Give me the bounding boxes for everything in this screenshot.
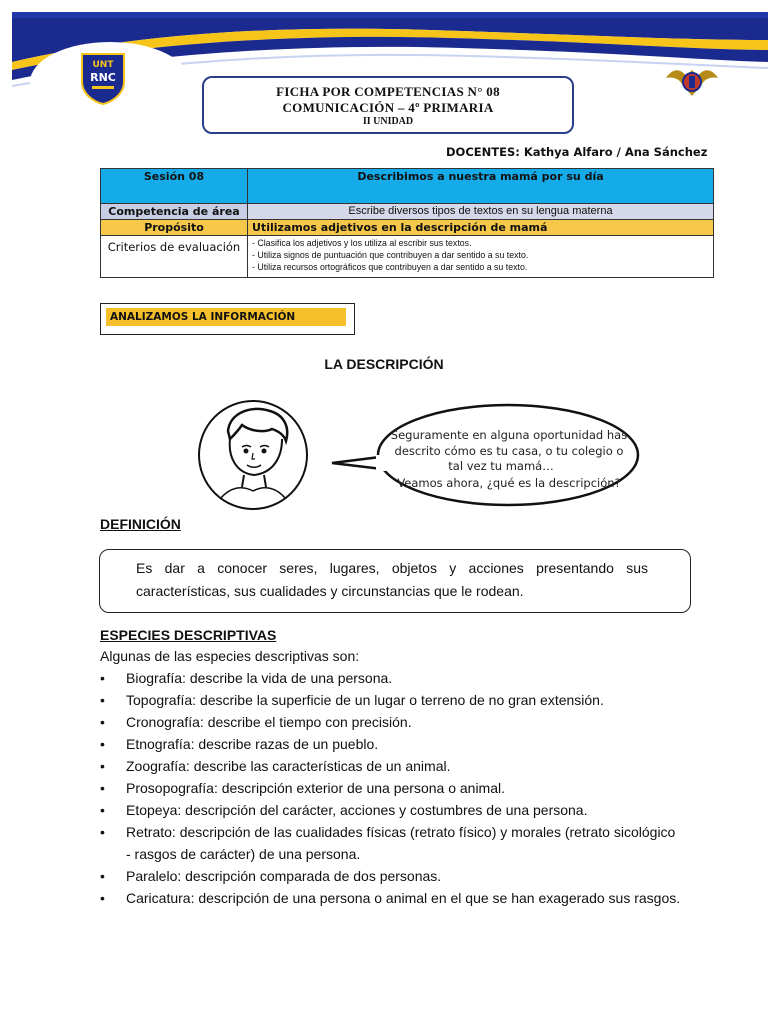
species-item-text: Retrato: descripción de las cualidades físicas (retrato físico) y morales (retrato sicológico [126, 824, 676, 840]
list-item [100, 689, 720, 711]
list-item: - Utiliza recursos ortográficos que contribuyen a dar sentido a su texto. [252, 262, 528, 272]
bubble-line: Seguramente en alguna oportunidad has [390, 428, 628, 442]
session-title: Describimos a nuestra mamá por su día [248, 169, 714, 204]
bubble-line: tal vez tu mamá… [448, 459, 554, 473]
species-item-text: Topografía: describe la superficie de un lugar o terreno de no gran extensión. [126, 692, 604, 708]
table-row [101, 220, 714, 236]
list-item [100, 711, 720, 733]
child-speech-illustration [190, 395, 690, 515]
species-item-text: Cronografía: describe el tiempo con precisión. [126, 714, 412, 730]
svg-text:UNT: UNT [92, 60, 114, 70]
purpose-label: Propósito [101, 220, 248, 236]
species-item-text: Biografía: describe la vida de una persona. [126, 670, 393, 686]
species-intro: Algunas de las especies descriptivas son: [100, 648, 360, 664]
species-item-text: Etopeya: descripción del carácter, acciones y costumbres de una persona. [126, 802, 588, 818]
teachers-label: DOCENTES: Kathya Alfaro / Ana Sánchez [446, 145, 708, 159]
species-item-text: Zoografía: describe las características de un animal. [126, 758, 451, 774]
list-item [100, 755, 720, 777]
species-item-text: Prosopografía: descripción exterior de una persona o animal. [126, 780, 505, 796]
speech-bubble [332, 405, 638, 505]
bullet-icon: • [100, 802, 105, 818]
species-item-text: Caricatura: descripción de una persona o animal en el que se han exagerado sus rasgos. [126, 890, 681, 906]
list-item: - Clasifica los adjetivos y los utiliza al escribir sus textos. [252, 238, 472, 248]
definition-title: DEFINICIÓN [100, 516, 181, 532]
list-item [100, 887, 720, 909]
list-item: - Utiliza signos de puntuación que contribuyen a dar sentido a su texto. [252, 250, 529, 260]
competence-value: Escribe diversos tipos de textos en su lengua materna [248, 204, 714, 220]
criteria-list [252, 237, 709, 273]
bubble-line: Veamos ahora, ¿qué es la descripción? [397, 476, 621, 490]
species-list [100, 667, 720, 909]
bullet-icon: • [100, 714, 105, 730]
worksheet-title: FICHA POR COMPETENCIAS N° 08 [276, 84, 500, 99]
bullet-icon: • [100, 670, 105, 686]
analyze-label: ANALIZAMOS LA INFORMACIÓN [106, 308, 346, 326]
list-item [100, 667, 720, 689]
bullet-icon: • [100, 758, 105, 774]
university-seal-logo [664, 60, 720, 100]
bullet-icon: • [100, 824, 105, 840]
bullet-icon: • [100, 692, 105, 708]
child-face-icon [199, 401, 307, 509]
bullet-icon: • [100, 890, 105, 906]
purpose-value: Utilizamos adjetivos en la descripción de mamá [248, 220, 714, 236]
bullet-icon: • [100, 780, 105, 796]
bullet-icon: • [100, 868, 105, 884]
bubble-line: descrito cómo es tu casa, o tu colegio o [394, 444, 624, 458]
list-item [100, 799, 720, 821]
unt-rnc-logo [78, 50, 128, 106]
species-item-text: - rasgos de carácter) de una persona. [126, 846, 361, 862]
table-row [101, 236, 714, 278]
list-item-continuation [100, 843, 720, 865]
list-item [100, 777, 720, 799]
species-item-text: Etnografía: describe razas de un pueblo. [126, 736, 379, 752]
session-table [100, 168, 714, 278]
definition-text: Es dar a conocer seres, lugares, objetos y acciones presentando sus características, sus cualidades y circunstancias que le rodean. [136, 560, 648, 599]
competence-label: Competencia de área [101, 204, 248, 220]
criteria-cell [248, 236, 714, 278]
species-item-text: Paralelo: descripción comparada de dos personas. [126, 868, 442, 884]
svg-text:RNC: RNC [90, 71, 116, 84]
session-label: Sesión 08 [101, 169, 248, 204]
species-title: ESPECIES DESCRIPTIVAS [100, 627, 277, 643]
table-row [101, 169, 714, 204]
worksheet-unit: II UNIDAD [362, 116, 414, 127]
bullet-icon: • [100, 736, 105, 752]
list-item [100, 821, 720, 843]
criteria-label: Criterios de evaluación [101, 236, 248, 278]
worksheet-subject: COMUNICACIÓN – 4º PRIMARIA [282, 100, 494, 115]
table-row [101, 204, 714, 220]
main-title: LA DESCRIPCIÓN [324, 356, 444, 372]
worksheet-title-box [202, 76, 574, 134]
list-item [100, 733, 720, 755]
list-item [100, 865, 720, 887]
